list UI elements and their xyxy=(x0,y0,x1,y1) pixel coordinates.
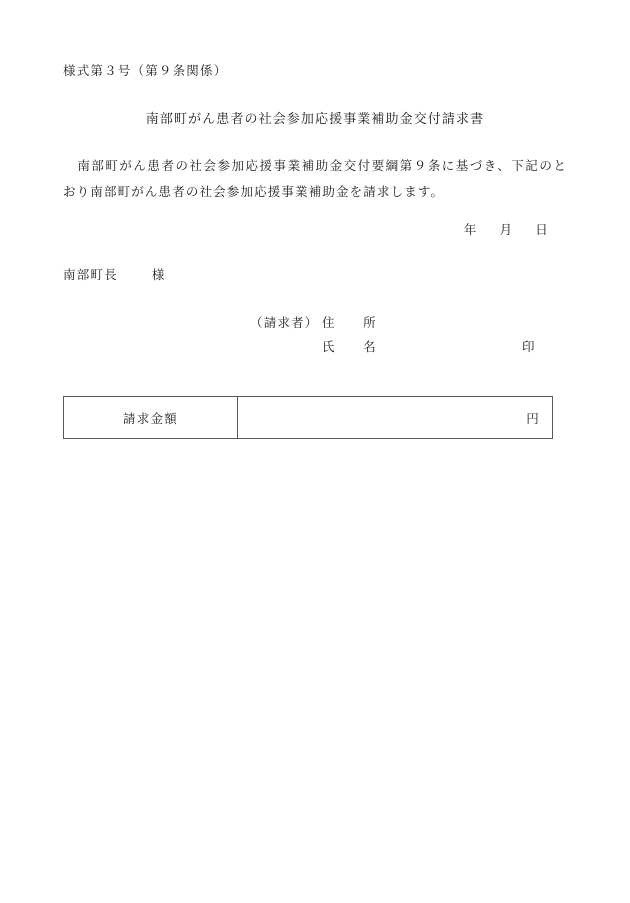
date-month-label: 月 xyxy=(499,222,514,237)
addressee xyxy=(63,265,166,283)
date-day-label: 日 xyxy=(535,222,549,237)
body-line-2: 下記のとおり南部町がん患者の社会参加応援事業補助金を請求します。 xyxy=(63,158,567,199)
body-paragraph xyxy=(63,153,567,205)
date-line xyxy=(63,220,567,238)
page-title: 南部町がん患者の社会参加応援事業補助金交付請求書 xyxy=(145,112,485,127)
amount-label-cell: 請求金額 xyxy=(64,397,238,439)
claimant-name-label: 氏 名 xyxy=(322,339,377,354)
form-number: 様式第３号（第９条関係） xyxy=(63,63,228,78)
claimant-name-row xyxy=(250,335,536,359)
claimant-address-row xyxy=(250,311,377,335)
body-line-1: 南部町がん患者の社会参加応援事業補助金交付要綱第９条に基づき、 xyxy=(77,158,512,173)
amount-value-cell[interactable]: 円 xyxy=(238,397,553,439)
claimant-address-label: 住 所 xyxy=(322,315,377,330)
table-row xyxy=(64,397,553,439)
amount-table xyxy=(63,396,553,439)
addressee-honorific: 様 xyxy=(151,267,166,282)
claimant-prefix: （請求者） xyxy=(250,315,319,330)
seal-label: 印 xyxy=(522,339,536,354)
date-year-label: 年 xyxy=(463,222,478,237)
addressee-name: 南部町長 xyxy=(63,267,118,282)
claimant-block xyxy=(250,311,536,359)
